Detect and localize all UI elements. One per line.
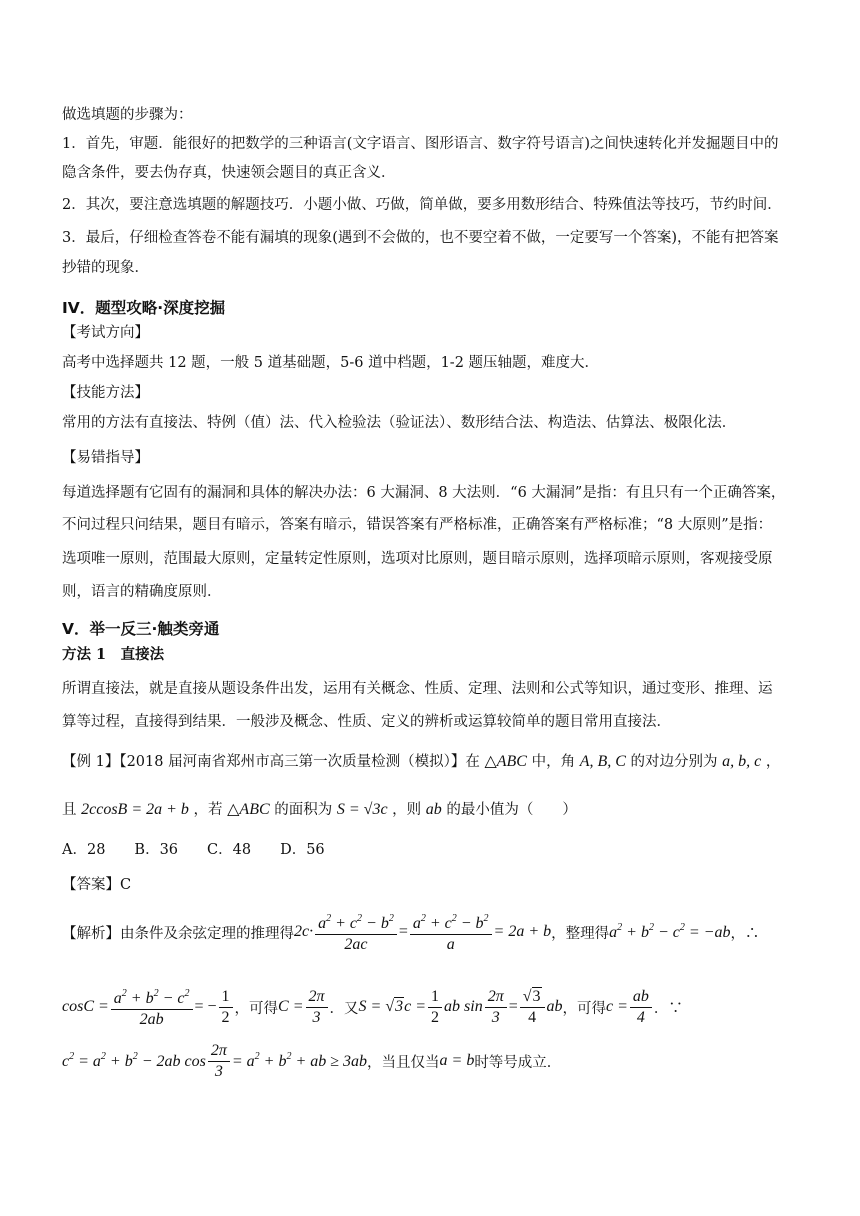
target-expr: ab <box>425 801 442 818</box>
math: S = √3c = <box>358 998 427 1015</box>
fraction: $\frac{ab}{4}$ <box>630 987 652 1028</box>
answer-label: 【答案】 <box>62 877 120 893</box>
text: ，若 <box>193 802 223 818</box>
math: $a^2 + b^2 - c^2 = -ab$ <box>609 922 731 941</box>
text: 时等号成立． <box>474 1054 562 1071</box>
answer-value: C <box>120 877 132 893</box>
example-label: 【例 1】【2018 届河南省郑州市高三第一次质量检测（模拟）】在 <box>62 754 480 770</box>
math: 2c· <box>294 923 314 940</box>
math: = <box>398 923 408 940</box>
sides: a, b, c <box>722 753 762 770</box>
text: 的面积为 <box>274 802 333 818</box>
fraction: $\frac{2\pi}{3}$ <box>485 987 507 1028</box>
analysis-line-3 <box>62 1036 561 1086</box>
fraction: $\frac{1}{2}$ <box>428 987 442 1028</box>
section-4-title: IV．题型攻略·深度挖掘 <box>62 299 226 317</box>
math: ab sin <box>444 998 483 1015</box>
text: 中，角 <box>531 754 576 770</box>
text: ，整理得 <box>551 925 610 942</box>
example-1-line-1 <box>62 752 780 772</box>
pitfalls-line-2: 不问过程只问结果，题目有暗示，答案有暗示，错误答案有严格标准，正确答案有严格标准；“8 大原则”是指： <box>62 517 773 533</box>
math: C = <box>278 998 304 1015</box>
step-2: 2．其次，要注意选填题的解题技巧．小题小做、巧做，简单做，要多用数形结合、特殊值法等技巧，节约时间． <box>62 197 782 213</box>
text: ， <box>765 754 781 770</box>
step-3-line-2: 抄错的现象． <box>62 260 149 276</box>
text: 且 <box>62 802 77 818</box>
fraction: $\frac{1}{2}$ <box>219 987 233 1028</box>
triangle-symbol: △ABC <box>484 753 527 770</box>
text: ，当且仅当 <box>367 1054 440 1071</box>
method-1-line-1: 所谓直接法，就是直接从题设条件出发，运用有关概念、性质、定理、法则和公式等知识，通过变形、推理、运 <box>62 681 773 697</box>
text: ．又 <box>329 1000 359 1017</box>
answer-line <box>62 875 131 895</box>
pitfalls-label: 【易错指导】 <box>62 450 149 466</box>
section-5-title: V．举一反三·触类旁通 <box>62 620 220 638</box>
text: ，则 <box>392 802 422 818</box>
intro-text: 做选填题的步骤为： <box>62 107 193 123</box>
fraction: $\frac{a^2 + b^2 - c^2}{2ab}$ <box>111 984 193 1030</box>
analysis-line-2 <box>62 982 683 1032</box>
skills-text: 常用的方法有直接法、特例（值）法、代入检验法（验证法）、数形结合法、构造法、估算法、极限化法． <box>62 415 737 431</box>
math: = <box>508 998 518 1015</box>
analysis-label: 【解析】 <box>62 925 120 942</box>
fraction: $\frac{2\pi}{3}$ <box>306 987 328 1028</box>
pitfalls-line-1: 每道选择题有它固有的漏洞和具体的解决办法：6 大漏洞、8 大法则．“6 大漏洞”是指：有且只有一个正确答案， <box>62 485 786 501</box>
pitfalls-line-4: 则，语言的精确度原则． <box>62 584 222 600</box>
fraction: $\frac{2\pi}{3}$ <box>208 1041 230 1082</box>
math: $c^2 = a^2 + b^2 - 2ab$ cos <box>62 1051 206 1070</box>
text: ，∴ <box>730 925 760 942</box>
math: = $a^2 + b^2$ + ab ≥ 3ab <box>231 1051 368 1070</box>
math: a = b <box>439 1052 475 1069</box>
text: 的对边分别为 <box>630 754 718 770</box>
options: A．28 B．36 C．48 D．56 <box>62 842 325 858</box>
area-formula: S = √3c <box>336 801 388 818</box>
step-3-line-1: 3．最后，仔细检查答卷不能有漏填的现象(遇到不会做的，也不要空着不做，一定要写一个答案)，不能有把答案 <box>62 230 779 246</box>
example-1-line-2 <box>62 800 577 820</box>
step-1-line-2: 隐含条件，要去伪存真，快速领会题目的真正含义． <box>62 165 396 181</box>
triangle-symbol-2: △ABC <box>227 801 270 818</box>
text: 的最小值为（ ） <box>446 802 577 818</box>
math: = − <box>194 998 217 1015</box>
step-1-line-1: 1．首先，审题．能很好的把数学的三种语言(文字语言、图形语言、数字符号语言)之间快速转化并发掘题目中的 <box>62 136 779 152</box>
skills-label: 【技能方法】 <box>62 385 149 401</box>
pitfalls-line-3: 选项唯一原则，范围最大原则，定量转定性原则，选项对比原则，题目暗示原则，选择项暗示原则，客观接受原 <box>62 551 773 567</box>
math: cosC = <box>62 998 109 1015</box>
text: ，可得 <box>562 1000 607 1017</box>
method-1-title: 方法 1 直接法 <box>62 646 165 663</box>
math: c = <box>606 998 628 1015</box>
fraction: $\frac{a^2 + c^2 - b^2}{a}$ <box>410 909 492 955</box>
fraction: $\frac{a^2 + c^2 - b^2}{2ac}$ <box>315 909 397 955</box>
condition: 2ccosB = 2a + b <box>81 801 189 818</box>
math: = 2a + b <box>493 923 552 940</box>
text: ．∵ <box>653 1000 683 1017</box>
angles: A, B, C <box>579 753 626 770</box>
text: 由条件及余弦定理的推理得 <box>120 925 294 942</box>
exam-direction-text: 高考中选择题共 12 题，一般 5 道基础题，5-6 道中档题，1-2 题压轴题，难度大． <box>62 355 600 371</box>
analysis-line-1 <box>62 907 759 957</box>
text: ，可得 <box>234 1000 279 1017</box>
exam-direction-label: 【考试方向】 <box>62 325 149 341</box>
math: ab <box>546 998 563 1015</box>
method-1-line-2: 算等过程，直接得到结果．一般涉及概念、性质、定义的辨析或运算较简单的题目常用直接法． <box>62 714 671 730</box>
fraction: $\frac{√3}{4}$ <box>520 987 545 1028</box>
